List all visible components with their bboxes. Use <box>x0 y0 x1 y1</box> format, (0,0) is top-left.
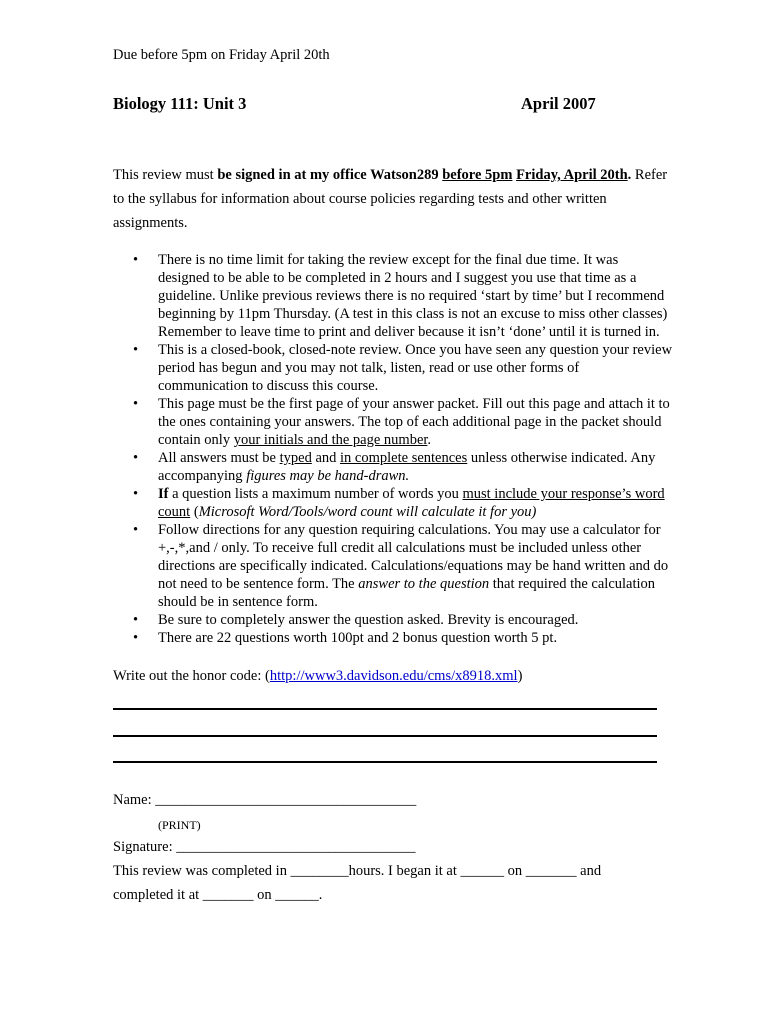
due-note: Due before 5pm on Friday April 20th <box>113 47 330 63</box>
instructions-list <box>113 251 673 647</box>
bullet-icon: • <box>133 252 139 268</box>
intro-bold: be signed in at my office Watson289 <box>217 167 443 183</box>
list-item <box>113 521 673 611</box>
bullet-icon: • <box>133 342 139 358</box>
item-italic: figures may be hand-drawn. <box>246 468 410 484</box>
item-text: a question lists a maximum number of words you <box>168 486 463 502</box>
item-bold: If <box>158 486 169 502</box>
list-item <box>113 449 673 485</box>
honor-code-line[interactable] <box>113 761 657 763</box>
date-heading: April 2007 <box>521 94 596 113</box>
honor-code-link[interactable]: http://www3.davidson.edu/cms/x8918.xml <box>269 668 518 684</box>
bullet-icon: • <box>133 630 139 646</box>
intro-syllabus-text: Refer to the syllabus for information about course policies regarding tests and other written assignments. <box>113 167 668 231</box>
item-text: This is a closed-book, closed-note review. Once you have seen any question your review period has begun and you may not talk, listen, read or use other forms of communication to discuss this course. <box>158 342 673 394</box>
signature-field[interactable]: Signature: _________________________________ <box>113 839 416 855</box>
item-underlined: in complete sentences <box>340 450 468 466</box>
item-text: . <box>427 432 432 448</box>
item-text: Follow directions for any question requiring calculations. You may use a calculator for +,-,*,and / only. To receive full credit all calculations must be included unless other directions are specifically indicated. Calculations/equations may be hand written and do not need to be sentence form. The <box>158 522 669 592</box>
item-italic: Microsoft Word/Tools/word count will calculate it for you) <box>198 504 537 520</box>
honor-code-line[interactable] <box>113 708 657 710</box>
item-text: ( <box>190 504 199 520</box>
bullet-icon: • <box>133 396 139 412</box>
honor-code-prompt <box>113 667 522 685</box>
item-text: unless otherwise indicated. Any accompanying <box>158 450 656 484</box>
list-item <box>113 341 673 395</box>
item-underlined: typed <box>279 450 312 466</box>
item-text: that required the calculation should be in sentence form. <box>158 576 656 610</box>
course-title: Biology 111: Unit 3 <box>113 94 247 113</box>
item-text: Be sure to completely answer the question asked. Brevity is encouraged. <box>158 612 579 628</box>
bullet-icon: • <box>133 612 139 628</box>
item-underlined: must include your response’s word count <box>158 486 665 520</box>
list-item <box>113 629 673 647</box>
honor-code-line[interactable] <box>113 735 657 737</box>
list-item <box>113 251 673 341</box>
item-italic: answer to the question <box>358 576 490 592</box>
completion-line-1[interactable]: This review was completed in ________hours. I began it at ______ on _______ and <box>113 863 602 879</box>
item-text: and <box>311 450 341 466</box>
list-item <box>113 395 673 449</box>
completion-line-2[interactable]: completed it at _______ on ______. <box>113 887 323 903</box>
print-note: (PRINT) <box>158 818 201 832</box>
honor-label: Write out the honor code: ( <box>113 668 270 684</box>
intro-period: . <box>627 167 632 183</box>
name-field[interactable]: Name: ____________________________________ <box>113 792 417 808</box>
honor-close: ) <box>517 668 523 684</box>
intro-deadline-date: Friday, April 20th <box>516 167 628 183</box>
intro-deadline-time: before 5pm <box>442 167 513 183</box>
bullet-icon: • <box>133 486 139 502</box>
item-text: This page must be the first page of your answer packet. Fill out this page and attach it to the ones containing your answers. The top of each additional page in the packet should contain only <box>158 396 670 448</box>
item-text: There are 22 questions worth 100pt and 2 bonus question worth 5 pt. <box>158 630 558 646</box>
item-text: There is no time limit for taking the review except for the final due time. It was designed to be able to be completed in 2 hours and I suggest you use that time as a guideline. Unlike previous reviews there is no required ‘start by time’ but I recommend beginning by 11pm Thursday. (A test in this class is not an excuse to miss other classes) Remember to leave time to print and deliver because it isn’t ‘done’ until it is turned in. <box>158 252 668 340</box>
intro-paragraph <box>113 163 673 235</box>
intro-text: This review must <box>113 167 218 183</box>
list-item <box>113 485 673 521</box>
bullet-icon: • <box>133 450 139 466</box>
item-text: All answers must be <box>158 450 280 466</box>
list-item <box>113 611 673 629</box>
item-underlined: your initials and the page number <box>233 432 428 448</box>
bullet-icon: • <box>133 522 139 538</box>
